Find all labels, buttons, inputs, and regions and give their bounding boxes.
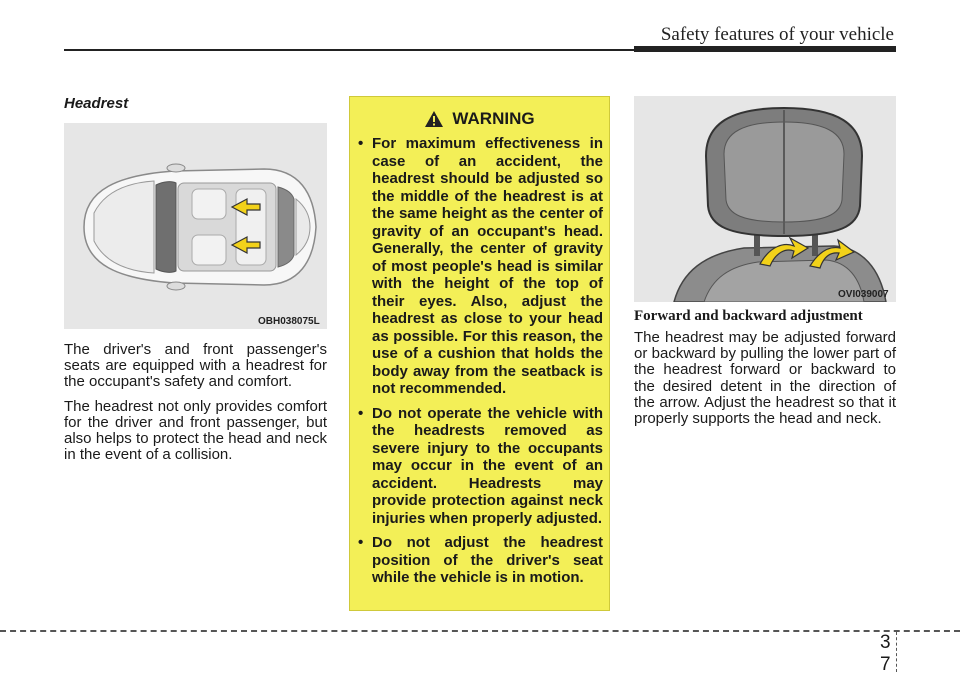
warning-list — [358, 135, 603, 594]
subheading: Forward and backward adjustment — [634, 308, 863, 324]
paragraph: The driver's and front passenger's seats are equipped with a headrest for the occupant's safety and comfort. — [64, 341, 327, 391]
car-top-view-illustration — [64, 123, 327, 329]
bullet: • — [358, 404, 364, 422]
header-rule-accent — [634, 46, 896, 52]
warning-item — [358, 534, 603, 587]
figure-code: OVI039007 — [838, 289, 889, 300]
warning-title — [350, 109, 609, 129]
footer-rule — [0, 630, 960, 632]
paragraph: The headrest not only provides comfort for the driver and front passenger, but also helps to protect the head and neck in the event of a collision. — [64, 397, 327, 464]
bullet: • — [358, 135, 364, 152]
warning-item-text: Do not adjust the headrest position of the driver's seat while the vehicle is in motion. — [372, 534, 603, 586]
right-column-text — [634, 330, 896, 435]
page-number-divider — [896, 632, 897, 672]
left-column-text — [64, 342, 327, 471]
warning-triangle-icon — [424, 110, 444, 128]
warning-item — [358, 135, 603, 398]
warning-title-text: WARNING — [452, 109, 535, 128]
section-heading: Headrest — [64, 95, 129, 112]
headrest-illustration — [634, 96, 896, 302]
warning-item — [358, 405, 603, 528]
warning-box — [349, 96, 610, 611]
page-number: 3 7 — [880, 632, 897, 675]
paragraph: The headrest may be adjusted forward or backward by pulling the lower part of the headrest forward or backward to the desired detent in the direction of the arrow. Adjust the headrest so that it properly supports the head and neck. — [634, 329, 896, 428]
header-rule — [64, 49, 634, 51]
running-header: Safety features of your vehicle — [660, 24, 894, 45]
figure-code: OBH038075L — [258, 316, 320, 327]
headrest-figure — [634, 96, 896, 302]
bullet: • — [358, 534, 364, 551]
car-figure — [64, 123, 327, 329]
warning-item-text: For maximum effectiveness in case of an accident, the headrest should be adjusted so the middle of the headrest is at the same height as the center of gravity of an occupant's head. Generally, the center of gravity of most people's head is similar with the height of the top of their eyes. Also, adjust the headrest as close to your head as possible. For this reason, the use of a cushion that holds the body away from the seatback is not recommended. — [372, 135, 603, 397]
warning-item-text: Do not operate the vehicle with the headrests removed as severe injury to the occupants may occur in the event of an accident. Headrests may provide protection against neck injuries when properly adjusted. — [372, 404, 603, 527]
